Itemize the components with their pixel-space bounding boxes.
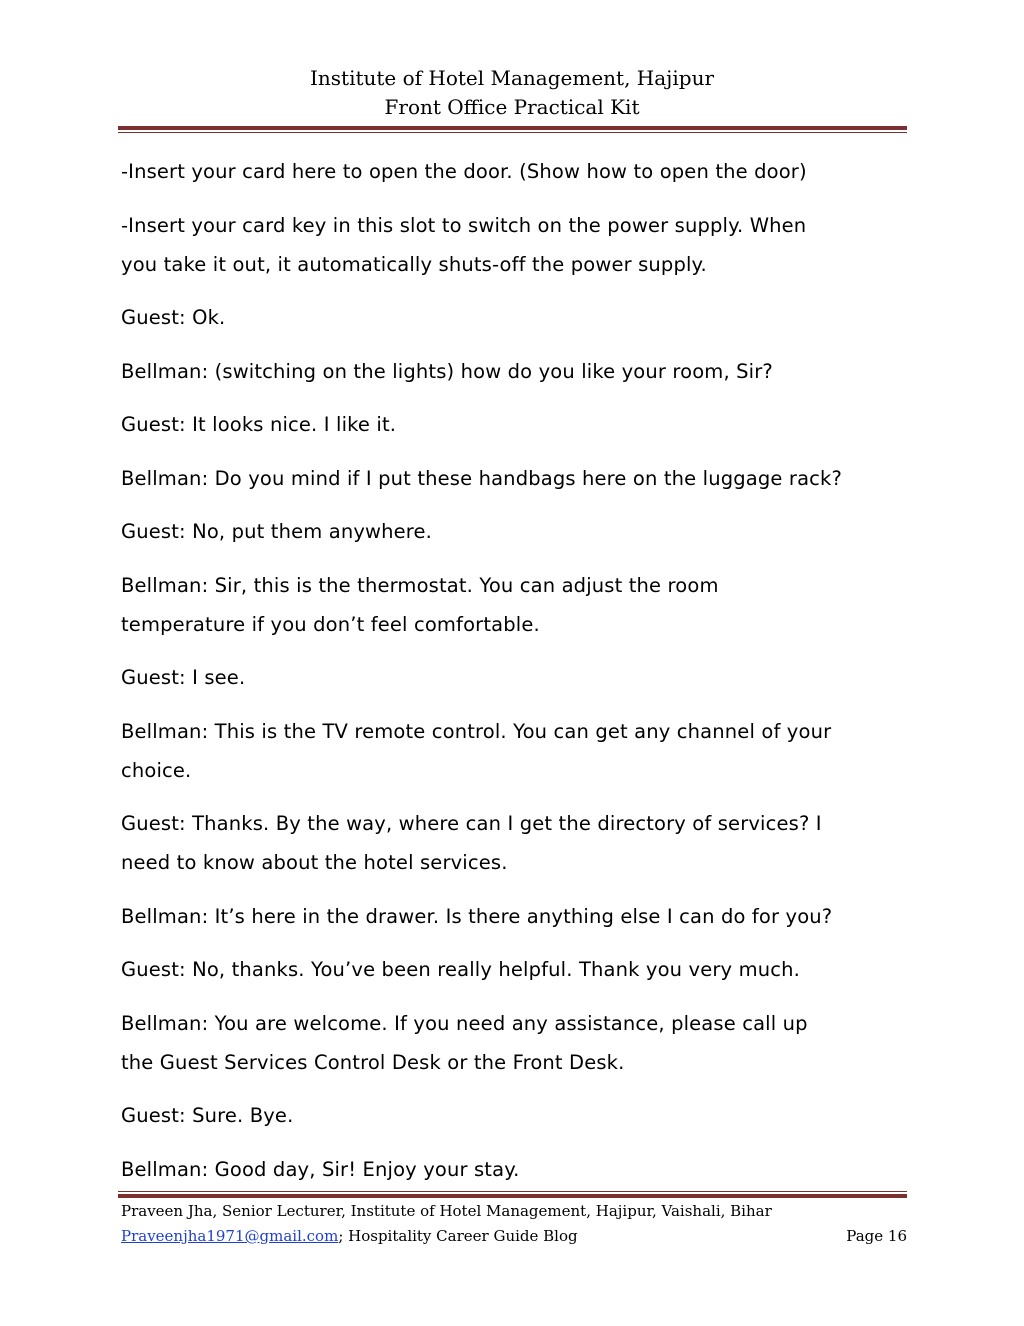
dialogue-line: need to know about the hotel services. xyxy=(121,851,508,874)
dialogue-paragraph xyxy=(121,1096,911,1135)
dialogue-line: Bellman: You are welcome. If you need any assistance, please call up xyxy=(121,1011,808,1035)
dialogue-paragraph xyxy=(121,152,911,191)
dialogue-line: Bellman: (switching on the lights) how do you like your room, Sir? xyxy=(121,359,773,383)
dialogue-line: Guest: Thanks. By the way, where can I get the directory of services? I xyxy=(121,812,822,835)
page-header xyxy=(0,64,1024,122)
dialogue-line: the Guest Services Control Desk or the Front Desk. xyxy=(121,1050,625,1074)
page-footer xyxy=(121,1199,907,1249)
dialogue-paragraph xyxy=(121,206,911,284)
dialogue-paragraph xyxy=(121,405,911,444)
dialogue-line: Bellman: It’s here in the drawer. Is there anything else I can do for you? xyxy=(121,904,833,928)
dialogue-paragraph xyxy=(121,897,911,936)
dialogue-paragraph xyxy=(121,658,911,697)
footer-rule-thin xyxy=(118,1191,907,1192)
dialogue-line: temperature if you don’t feel comfortable. xyxy=(121,612,540,636)
footer-email-link[interactable]: Praveenjha1971@gmail.com xyxy=(121,1227,339,1245)
dialogue-line: Guest: No, put them anywhere. xyxy=(121,520,433,543)
dialogue-body xyxy=(121,152,911,1203)
footer-blog-text: ; Hospitality Career Guide Blog xyxy=(338,1227,578,1245)
dialogue-paragraph xyxy=(121,298,911,337)
dialogue-line: Guest: Sure. Bye. xyxy=(121,1104,294,1127)
dialogue-line: Guest: I see. xyxy=(121,666,246,689)
dialogue-paragraph xyxy=(121,352,911,391)
dialogue-paragraph xyxy=(121,566,911,644)
header-institute: Institute of Hotel Management, Hajipur xyxy=(309,66,715,90)
dialogue-line: choice. xyxy=(121,758,192,782)
header-rule-thin xyxy=(118,132,907,133)
dialogue-paragraph xyxy=(121,459,911,498)
dialogue-line: Bellman: Sir, this is the thermostat. You can adjust the room xyxy=(121,573,719,597)
dialogue-line: -Insert your card here to open the door. (Show how to open the door) xyxy=(121,160,807,183)
dialogue-line: Guest: Ok. xyxy=(121,306,226,329)
page-number: Page 16 xyxy=(846,1227,907,1245)
dialogue-paragraph xyxy=(121,512,911,551)
dialogue-paragraph xyxy=(121,804,911,882)
dialogue-paragraph xyxy=(121,950,911,989)
header-rule-thick xyxy=(118,126,907,130)
footer-rule-thick xyxy=(118,1194,907,1198)
dialogue-line: Guest: No, thanks. You’ve been really helpful. Thank you very much. xyxy=(121,958,800,981)
header-kit-title: Front Office Practical Kit xyxy=(384,95,640,119)
dialogue-paragraph xyxy=(121,1004,911,1082)
dialogue-line: you take it out, it automatically shuts-off the power supply. xyxy=(121,252,707,276)
dialogue-paragraph xyxy=(121,1150,911,1189)
dialogue-paragraph xyxy=(121,712,911,790)
dialogue-line: Guest: It looks nice. I like it. xyxy=(121,413,397,436)
dialogue-line: Bellman: Do you mind if I put these handbags here on the luggage rack? xyxy=(121,466,842,490)
dialogue-line: Bellman: This is the TV remote control. You can get any channel of your xyxy=(121,719,832,743)
dialogue-line: -Insert your card key in this slot to switch on the power supply. When xyxy=(121,213,807,237)
footer-author: Praveen Jha, Senior Lecturer, Institute of Hotel Management, Hajipur, Vaishali, Bihar xyxy=(121,1202,772,1220)
dialogue-line: Bellman: Good day, Sir! Enjoy your stay. xyxy=(121,1157,520,1181)
footer-contact-row xyxy=(121,1224,907,1249)
